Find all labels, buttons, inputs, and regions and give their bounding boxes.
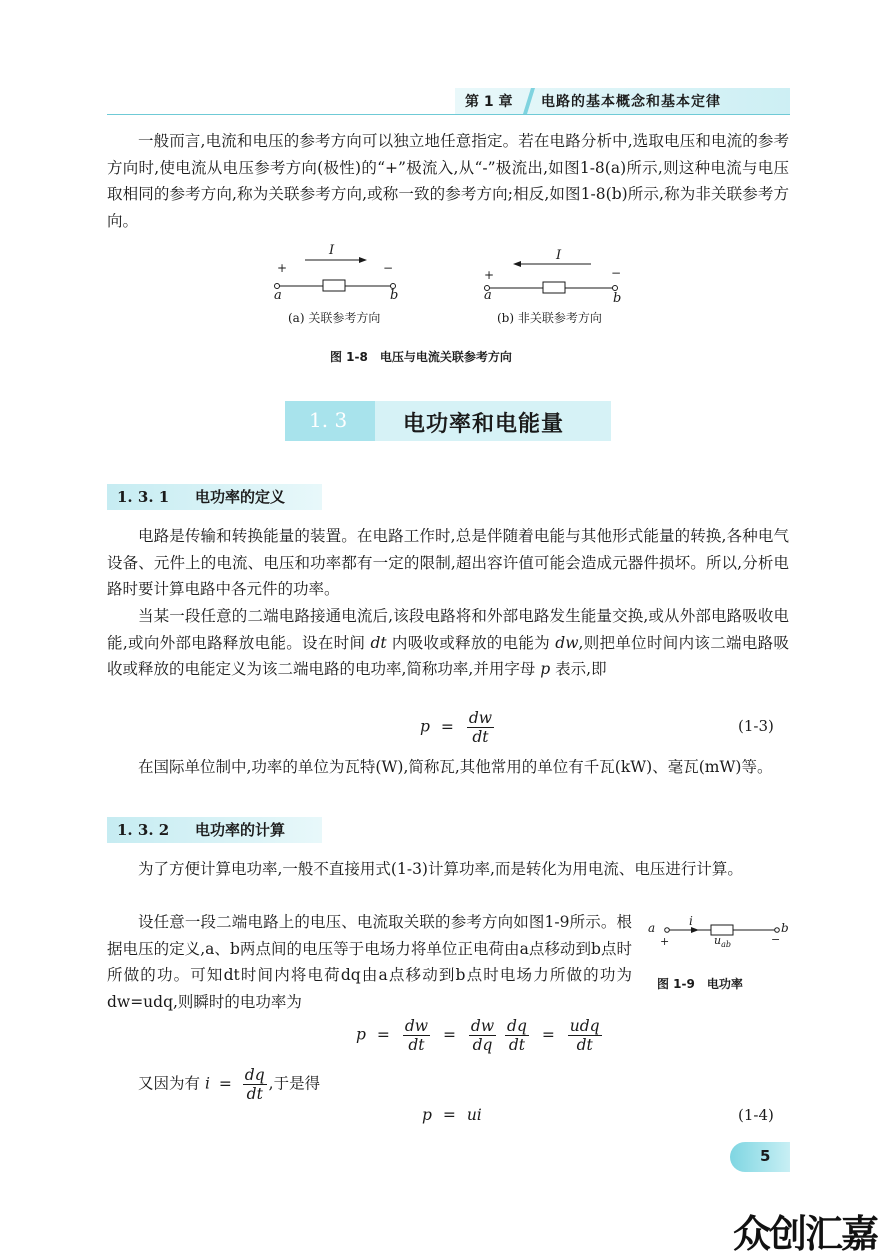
fig18b-arrowhead-icon	[513, 261, 521, 267]
p3-suffix: ,于是得	[268, 1074, 321, 1093]
chain-f1-num: dw	[404, 1017, 429, 1035]
chain-f2-num: dw	[470, 1017, 495, 1035]
section-number: 1. 3	[309, 408, 348, 432]
chain-frac-2	[469, 1017, 496, 1054]
equation-chain	[356, 1017, 604, 1054]
equation-1-3	[420, 709, 496, 746]
subsection-1-3-2	[107, 817, 322, 843]
sub1-p2-dt: dt	[370, 633, 387, 652]
sub1-p2-s4: 表示,即	[550, 660, 607, 678]
chain-f4-num: udq	[569, 1017, 600, 1035]
equation-1-4	[422, 1106, 482, 1124]
chain-frac-3	[505, 1017, 529, 1054]
chain-eq-3: =	[541, 1025, 555, 1044]
fig18b-plus: +	[484, 268, 495, 282]
chain-f3-num: dq	[507, 1017, 527, 1035]
sub1-paragraph-1	[107, 523, 789, 603]
chain-f1-den: dt	[408, 1036, 425, 1054]
fig18-a	[275, 257, 396, 291]
eq13-lhs: p	[420, 717, 430, 736]
fig19-voltage-label	[714, 934, 731, 949]
eq13-number: (1-3)	[738, 717, 774, 735]
eq13-equals: =	[440, 717, 454, 736]
fig19-voltage: u	[714, 934, 722, 947]
chain-f4-den: dt	[576, 1036, 593, 1054]
sub1-p2-s1: 当某一段任意的二端电路接通电流后,该段电路将和外部电路发生能量交换,或从外部电路吸收电能,或向外部电路释放电能。设在时间	[107, 607, 789, 652]
fig19-caption: 图 1-9 电功率	[657, 977, 743, 991]
subsection-1-3-1-title: 电功率的定义	[195, 488, 286, 506]
sub2-paragraph-1	[107, 856, 789, 883]
chain-f2-den: dq	[472, 1036, 493, 1054]
section-banner	[285, 401, 611, 441]
fig19-current-label: i	[689, 914, 693, 928]
fig19-node-a-label: a	[648, 921, 656, 935]
fig18b-label: (b) 非关联参考方向	[497, 311, 602, 325]
fig18a-resistor	[323, 280, 345, 291]
eq13-den: dt	[472, 728, 489, 746]
p3-num: dq	[244, 1066, 265, 1084]
sub1-paragraph-3	[107, 754, 789, 781]
chain-f3-den: dt	[508, 1036, 526, 1054]
fig18b-node-a-label: a	[484, 288, 492, 303]
p3-den: dt	[246, 1085, 263, 1103]
fig19-voltage-sub: ab	[721, 940, 731, 950]
chain-p: p	[356, 1025, 366, 1044]
subsection-1-3-2-title: 电功率的计算	[195, 821, 286, 839]
sub2-p1-text: 为了方便计算电功率,一般不直接用式(1-3)计算功率,而是转化为用电流、电压进行计算。	[138, 860, 743, 878]
fig18a-node-a-label: a	[274, 288, 282, 303]
fig19-node-b-label: b	[781, 921, 789, 935]
sub1-p2-dw: dw	[555, 633, 579, 652]
chain-eq-2: =	[442, 1025, 456, 1044]
p3-eq: =	[218, 1074, 232, 1093]
sub1-paragraph-2	[107, 603, 789, 683]
sub1-p1-text: 电路是传输和转换能量的装置。在电路工作时,总是伴随着电能与其他形式能量的转换,各种电气设备、元件上的电流、电压和功率都有一定的限制,超出容许值可能会造成元器件损坏。所以,分析电路时要计算电路中各元件的功率。	[107, 527, 789, 598]
header-title: 电路的基本概念和基本定律	[541, 94, 721, 110]
p3-prefix: 又因为有	[138, 1074, 201, 1093]
eq14-number: (1-4)	[738, 1106, 774, 1124]
eq14-rhs: ui	[466, 1106, 482, 1124]
fig18a-current-label: I	[329, 243, 335, 258]
chain-eq-1: =	[376, 1025, 390, 1044]
page-number-badge	[730, 1142, 790, 1172]
eq13-fraction	[467, 709, 494, 746]
p3-frac	[243, 1066, 267, 1103]
chain-frac-1	[403, 1017, 430, 1054]
fig19-plus: +	[660, 935, 670, 948]
sub2-p2-text: 设任意一段二端电路上的电压、电流取关联的参考方向如图1-9所示。根据电压的定义,a、b两点间的电压等于电场力将单位正电荷由a点移动到b点时所做的功。可知dt时间内将电荷dq由a点移动到b点时电场力所做的功为dw=udq,则瞬时的电功率为	[107, 913, 632, 1011]
fig19-minus: −	[771, 933, 781, 946]
sub1-p2-p: p	[540, 660, 551, 678]
subsection-1-3-2-number: 1. 3. 2	[117, 821, 170, 839]
intro-text: 一般而言,电流和电压的参考方向可以独立地任意指定。若在电路分析中,选取电压和电流的参考方向时,使电流从电压参考方向(极性)的“+”极流入,从“-”极流出,如图1-8(a)所示,则这种电流与电压取相同的参考方向,称为关联参考方向,或称一致的参考方向;相反,如图1-8(b)所示,称为非关联参考方向。	[107, 132, 789, 230]
fig18b-current-label: I	[556, 248, 562, 263]
fig18b-node-b	[613, 286, 618, 291]
running-header	[455, 88, 790, 114]
eq14-equals: =	[442, 1106, 456, 1124]
sub2-paragraph-3	[138, 1066, 320, 1103]
header-chapter: 第 1 章	[465, 94, 513, 110]
chain-frac-4	[568, 1017, 602, 1054]
fig18-caption: 图 1-8 电压与电流关联参考方向	[330, 350, 512, 364]
sub2-paragraph-2	[107, 909, 632, 1015]
eq13-num: dw	[468, 709, 493, 727]
fig18a-minus: −	[383, 261, 394, 275]
intro-paragraph	[107, 128, 789, 234]
eq14-lhs: p	[422, 1106, 432, 1124]
fig18b-node-b-label: b	[613, 291, 622, 306]
subsection-1-3-1	[107, 484, 322, 510]
fig18b-minus: −	[611, 266, 622, 280]
fig19-node-a	[665, 928, 670, 933]
watermark: 众创汇嘉	[733, 1212, 878, 1256]
sub1-p2-s2: 内吸收或释放的电能为	[386, 633, 556, 652]
sub1-p3-text: 在国际单位制中,功率的单位为瓦特(W),简称瓦,其他常用的单位有千瓦(kW)、毫瓦(mW)等。	[138, 758, 773, 776]
fig18a-plus: +	[277, 261, 288, 275]
sub1-p2-text	[107, 603, 789, 683]
p3-i: i	[204, 1074, 210, 1093]
sub1-p2-s3: ,则把单位时间内该二端电路吸收或释放的电能定义为该二端电路的电功率,简称功率,并用字母	[107, 633, 789, 678]
fig18a-node-b-label: b	[390, 288, 399, 303]
header-rule	[107, 114, 790, 115]
fig18b-resistor	[543, 282, 565, 293]
page-number: 5	[760, 1147, 771, 1165]
header-slash-icon	[515, 88, 537, 114]
subsection-1-3-1-number: 1. 3. 1	[117, 488, 170, 506]
fig19-node-b	[775, 928, 780, 933]
section-title: 电功率和电能量	[403, 412, 565, 437]
fig18a-label: (a) 关联参考方向	[288, 311, 381, 325]
fig18-b	[485, 261, 618, 293]
fig18a-arrowhead-icon	[359, 257, 367, 263]
